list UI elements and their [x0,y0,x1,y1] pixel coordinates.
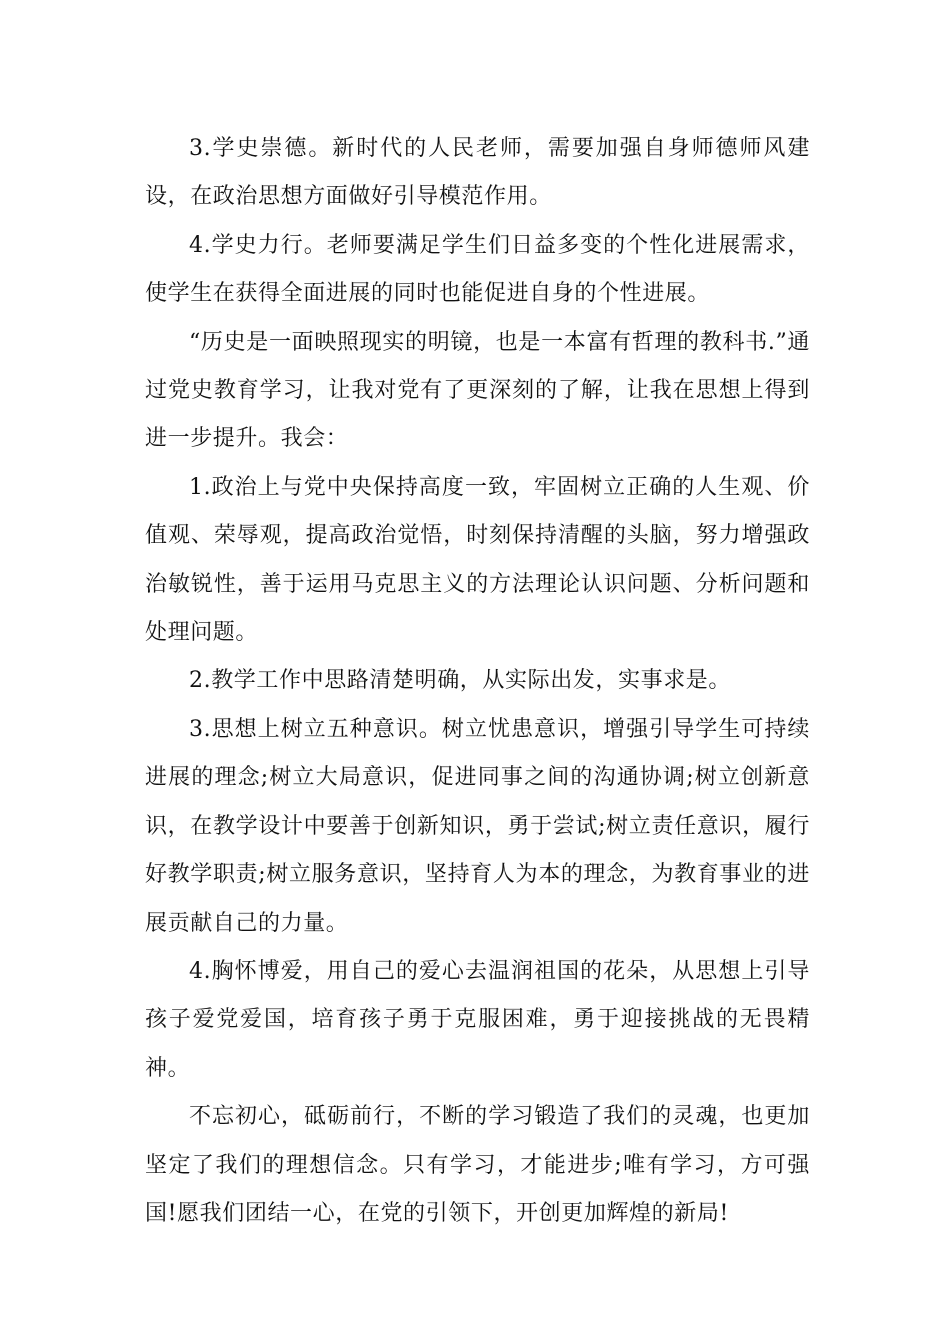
paragraph-2: 4.学史力行。老师要满足学生们日益多变的个性化进展需求，使学生在获得全面进展的同时也能促进自身的个性进展。 [145,232,810,307]
paragraph-3: “历史是一面映照现实的明镜，也是一本富有哲理的教科书.”通过党史教育学习，让我对党有了更深刻的了解，让我在思想上得到进一步提升。我会： [145,329,810,452]
paragraph-5: 2.教学工作中思路清楚明确，从实际出发，实事求是。 [189,668,731,694]
paragraph-7: 4.胸怀博爱，用自己的爱心去温润祖国的花朵，从思想上引导孩子爱党爱国，培育孩子勇于克服困难，勇于迎接挑战的无畏精神。 [145,958,810,1081]
paragraph-6: 3.思想上树立五种意识。树立忧患意识，增强引导学生可持续进展的理念;树立大局意识，促进同事之间的沟通协调;树立创新意识，在教学设计中要善于创新知识，勇于尝试;树立责任意识，履行好教学职责;树立服务意识，坚持育人为本的理念，为教育事业的进展贡献自己的力量。 [145,716,810,936]
paragraph-8: 不忘初心，砥砺前行，不断的学习锻造了我们的灵魂，也更加坚定了我们的理想信念。只有学习，才能进步;唯有学习，方可强国!愿我们团结一心，在党的引领下，开创更加辉煌的新局! [145,1104,810,1226]
document-body [145,125,810,1238]
paragraph-1: 3.学史崇德。新时代的人民老师，需要加强自身师德师风建设，在政治思想方面做好引导模范作用。 [145,136,810,210]
paragraph-4: 1.政治上与党中央保持高度一致，牢固树立正确的人生观、价值观、荣辱观，提高政治觉悟，时刻保持清醒的头脑，努力增强政治敏锐性，善于运用马克思主义的方法理论认识问题、分析问题和处理问题。 [145,474,810,646]
